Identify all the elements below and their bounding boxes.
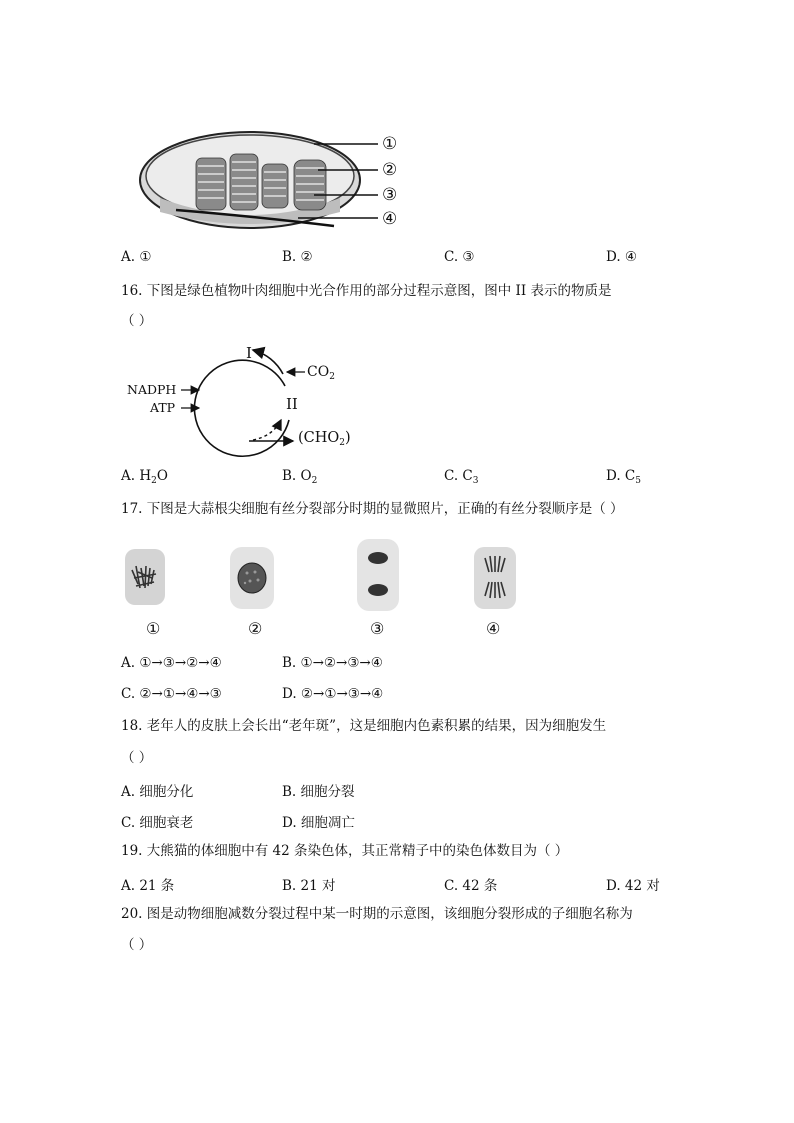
co2-text: CO bbox=[307, 364, 330, 380]
q19-stem: 19. 大熊猫的体细胞中有 42 条染色体，其正常精子中的染色体数目为（ ） bbox=[121, 843, 569, 859]
q18-option-c[interactable]: C. 细胞衰老 bbox=[121, 815, 194, 831]
q16-c-text: C. C bbox=[444, 468, 473, 484]
q16-a-rest: O bbox=[156, 468, 168, 484]
q19-option-c[interactable]: C. 42 条 bbox=[444, 878, 498, 894]
product-end: ) bbox=[345, 430, 351, 446]
product-sub: 2 bbox=[339, 438, 346, 448]
q17-option-b[interactable]: B. ①→②→③→④ bbox=[282, 655, 383, 671]
chloroplast-marker-2: ② bbox=[382, 160, 398, 180]
micrograph-3 bbox=[356, 538, 400, 612]
q16-option-b[interactable] bbox=[282, 468, 317, 486]
q16-option-c[interactable] bbox=[444, 468, 479, 486]
diagram-label-I: I bbox=[246, 344, 252, 362]
diagram-label-nadph: NADPH bbox=[127, 382, 177, 397]
q17-option-d[interactable]: D. ②→①→③→④ bbox=[282, 686, 384, 702]
q16-b-sub: 2 bbox=[311, 476, 318, 486]
q16-option-a[interactable] bbox=[121, 468, 168, 486]
micrograph-2 bbox=[229, 546, 275, 610]
q15-option-c[interactable]: C. ③ bbox=[444, 249, 475, 265]
q18-stem: 18. 老年人的皮肤上会长出“老年斑”，这是细胞内色素积累的结果，因为细胞发生 bbox=[121, 718, 607, 734]
micrograph-label-2: ② bbox=[248, 619, 263, 638]
chloroplast-marker-4: ④ bbox=[382, 209, 398, 229]
q20-stem: 20. 图是动物细胞减数分裂过程中某一时期的示意图，该细胞分裂形成的子细胞名称为 bbox=[121, 906, 633, 922]
micrograph-label-4: ④ bbox=[486, 619, 501, 638]
q17-option-a[interactable]: A. ①→③→②→④ bbox=[121, 655, 222, 671]
chloroplast-marker-1: ① bbox=[382, 134, 398, 154]
micrograph-4 bbox=[473, 546, 517, 610]
diagram-label-co2 bbox=[307, 364, 335, 382]
q18-option-b[interactable]: B. 细胞分裂 bbox=[282, 784, 355, 800]
diagram-label-II: II bbox=[286, 395, 298, 413]
q15-option-d[interactable]: D. ④ bbox=[606, 249, 638, 265]
micrograph-1 bbox=[124, 548, 166, 606]
chloroplast-marker-3: ③ bbox=[382, 185, 398, 205]
micrograph-label-3: ③ bbox=[370, 619, 385, 638]
q16-answer-paren: （ ） bbox=[121, 313, 153, 329]
q15-option-a[interactable]: A. ① bbox=[121, 249, 152, 265]
q18-answer-paren: （ ） bbox=[121, 750, 153, 766]
q17-stem: 17. 下图是大蒜根尖细胞有丝分裂部分时期的显微照片，正确的有丝分裂顺序是（ ） bbox=[121, 501, 624, 517]
product-text: (CHO bbox=[298, 430, 340, 446]
q19-option-a[interactable]: A. 21 条 bbox=[121, 878, 175, 894]
q16-a-sub: 2 bbox=[151, 476, 157, 486]
q20-answer-paren: （ ） bbox=[121, 937, 153, 953]
q16-d-text: D. C bbox=[606, 468, 636, 484]
q16-c-sub: 3 bbox=[472, 476, 479, 486]
q16-a-text: A. H bbox=[121, 468, 152, 484]
q19-option-d[interactable]: D. 42 对 bbox=[606, 878, 660, 894]
q19-option-b[interactable]: B. 21 对 bbox=[282, 878, 336, 894]
q17-option-c[interactable]: C. ②→①→④→③ bbox=[121, 686, 222, 702]
micrograph-label-1: ① bbox=[146, 619, 161, 638]
q15-option-b[interactable]: B. ② bbox=[282, 249, 313, 265]
co2-sub: 2 bbox=[329, 372, 335, 382]
q16-stem: 16. 下图是绿色植物叶肉细胞中光合作用的部分过程示意图，图中 II 表示的物质是 bbox=[121, 283, 612, 299]
diagram-label-product bbox=[298, 430, 351, 448]
q16-d-sub: 5 bbox=[635, 476, 641, 486]
diagram-label-atp: ATP bbox=[150, 400, 176, 415]
q18-option-d[interactable]: D. 细胞凋亡 bbox=[282, 815, 355, 831]
q18-option-a[interactable]: A. 细胞分化 bbox=[121, 784, 194, 800]
q16-b-text: B. O bbox=[282, 468, 312, 484]
q16-option-d[interactable] bbox=[606, 468, 641, 486]
chloroplast-figure bbox=[138, 128, 418, 234]
